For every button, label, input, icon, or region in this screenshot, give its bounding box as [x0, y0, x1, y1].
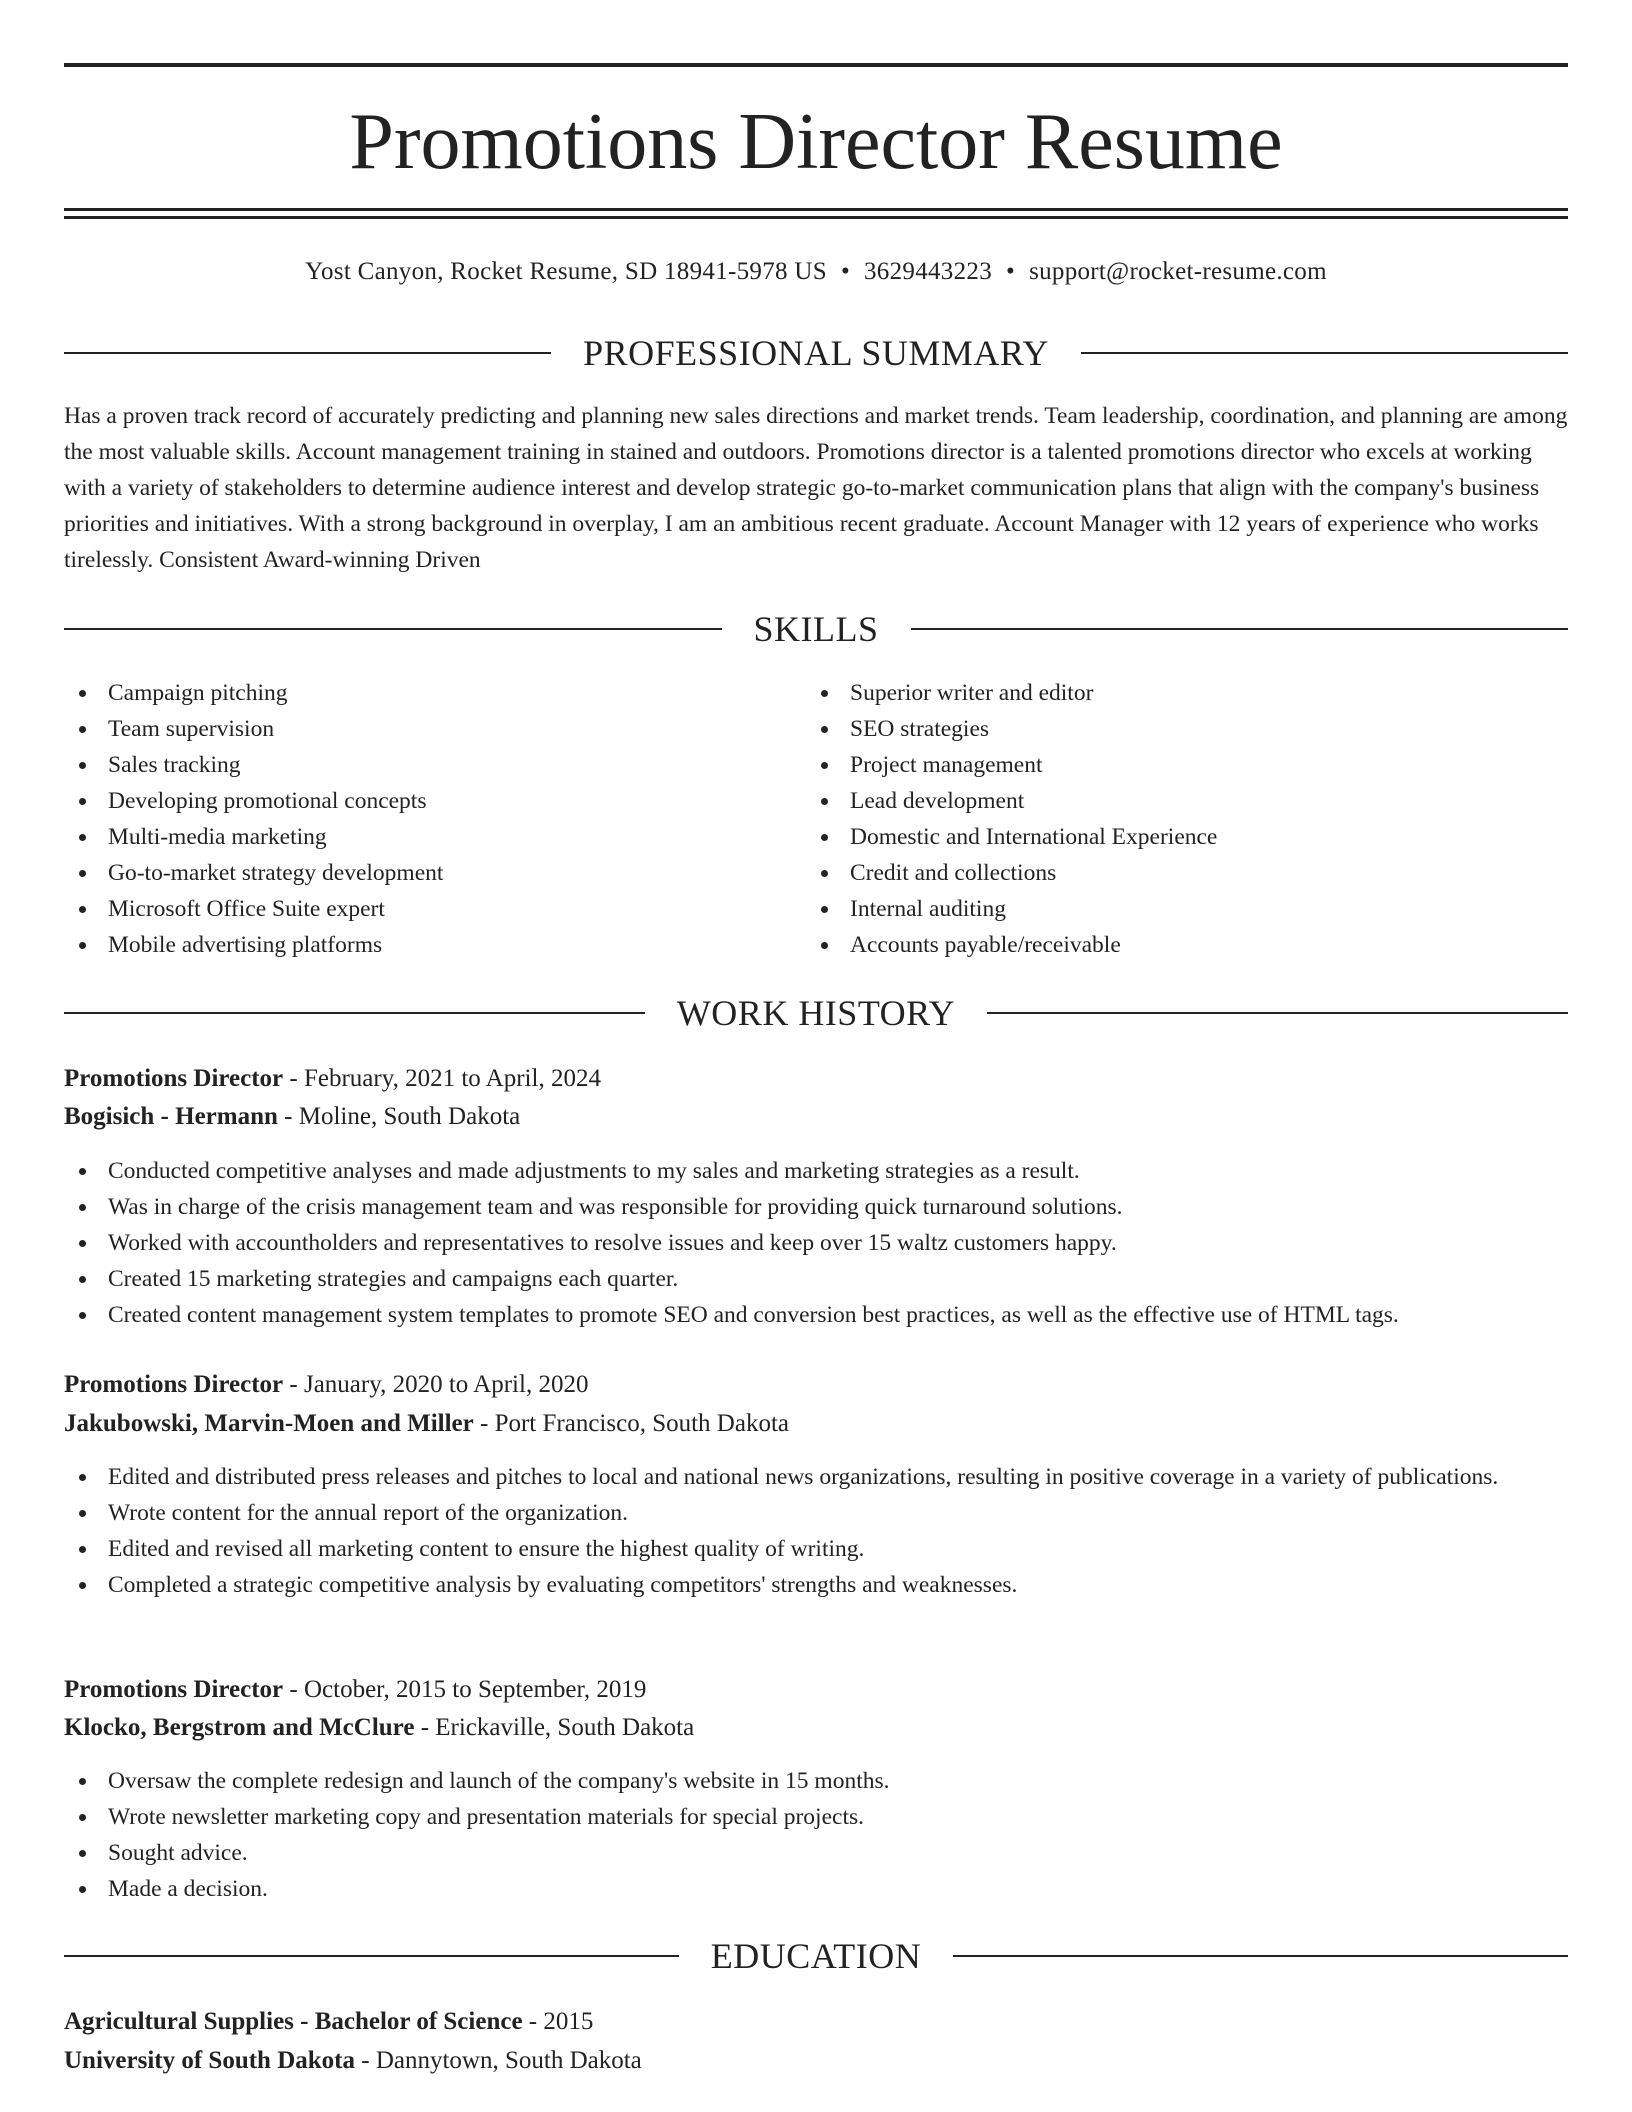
job-bullet: Wrote content for the annual report of the organization.	[64, 1495, 1568, 1531]
job-title-line	[64, 1366, 1568, 1404]
skills-list-right	[806, 675, 1566, 963]
skill-item: Domestic and International Experience	[806, 819, 1566, 855]
job-title: Promotions Director	[64, 1065, 284, 1092]
job-bullet: Was in charge of the crisis management team and was responsible for providing quick turnaround solutions.	[64, 1189, 1568, 1225]
heading-rule-right	[911, 628, 1569, 630]
contact-phone: 3629443223	[864, 258, 992, 285]
job-dates: - January, 2020 to April, 2020	[283, 1371, 589, 1398]
job-title: Promotions Director	[64, 1676, 284, 1703]
education-school-line	[64, 2042, 1568, 2080]
skill-item: Superior writer and editor	[806, 675, 1566, 711]
summary-heading	[64, 329, 1568, 377]
job-title: Promotions Director	[64, 1371, 284, 1398]
work-history-heading	[64, 989, 1568, 1037]
job-location: - Port Francisco, South Dakota	[473, 1410, 789, 1437]
summary-text: Has a proven track record of accurately predicting and planning new sales directions and market trends. Team leadership, coordination, and planning are among the most valuable skills. Account management training in stained and outdoors. Promotions director is a talented promotions director who excels at working with a variety of stakeholders to determine audience interest and develop strategic go-to-market communication plans that align with the company's business priorities and initiatives. With a strong background in overplay, I am an ambitious recent graduate. Account Manager with 12 years of experience who works tirelessly. Consistent Award-winning Driven	[64, 403, 1568, 573]
contact-email: support@rocket-resume.com	[1029, 258, 1327, 285]
job-location: - Moline, South Dakota	[277, 1103, 521, 1130]
title-rule-lower	[64, 216, 1568, 219]
skills-heading	[64, 605, 1568, 653]
skill-item: Team supervision	[64, 711, 804, 747]
top-rule	[64, 63, 1568, 67]
contact-separator: •	[840, 258, 850, 285]
skill-item: Internal auditing	[806, 891, 1566, 927]
summary-heading-title: PROFESSIONAL SUMMARY	[583, 333, 1049, 373]
education-heading-title: EDUCATION	[710, 1936, 922, 1976]
job-company-line	[64, 1709, 1568, 1747]
job-bullets	[64, 1763, 1568, 1907]
job-title-line	[64, 1671, 1568, 1709]
contact-line	[64, 252, 1568, 292]
job-bullet: Made a decision.	[64, 1871, 1568, 1907]
job-bullet: Wrote newsletter marketing copy and presentation materials for special projects.	[64, 1799, 1568, 1835]
job-bullet: Oversaw the complete redesign and launch of the company's website in 15 months.	[64, 1763, 1568, 1799]
skill-item: SEO strategies	[806, 711, 1566, 747]
skill-item: Campaign pitching	[64, 675, 804, 711]
education-degree: Agricultural Supplies - Bachelor of Science	[64, 2008, 523, 2035]
job-dates: - October, 2015 to September, 2019	[283, 1676, 647, 1703]
education-year: - 2015	[522, 2008, 594, 2035]
job-bullet: Sought advice.	[64, 1835, 1568, 1871]
job-bullet: Edited and revised all marketing content to ensure the highest quality of writing.	[64, 1531, 1568, 1567]
job-bullets	[64, 1153, 1568, 1333]
skill-item: Microsoft Office Suite expert	[64, 891, 804, 927]
work-history-heading-title: WORK HISTORY	[676, 993, 956, 1033]
job-bullet: Edited and distributed press releases and pitches to local and national news organizations, resulting in positive coverage in a variety of publications.	[64, 1459, 1568, 1495]
job-company-line	[64, 1098, 1568, 1136]
heading-rule-left	[64, 1955, 679, 1957]
skill-item: Developing promotional concepts	[64, 783, 804, 819]
title-rule-upper	[64, 208, 1568, 211]
skills-heading-title: SKILLS	[753, 609, 879, 649]
contact-address: Yost Canyon, Rocket Resume, SD 18941-5978 US	[305, 258, 827, 285]
education-degree-line	[64, 2003, 1568, 2041]
job-company: Jakubowski, Marvin-Moen and Miller	[64, 1410, 474, 1437]
education-heading	[64, 1932, 1568, 1980]
job-dates: - February, 2021 to April, 2024	[283, 1065, 601, 1092]
contact-separator: •	[1006, 258, 1016, 285]
heading-rule-right	[987, 1012, 1568, 1014]
heading-rule-right	[953, 1955, 1568, 1957]
job-company-line	[64, 1405, 1568, 1443]
job-company: Klocko, Bergstrom and McClure	[64, 1714, 415, 1741]
skill-item: Go-to-market strategy development	[64, 855, 804, 891]
skill-item: Accounts payable/receivable	[806, 927, 1566, 963]
resume-title: Promotions Director Resume	[349, 98, 1283, 186]
job-bullet: Worked with accountholders and representatives to resolve issues and keep over 15 waltz customers happy.	[64, 1225, 1568, 1261]
job-bullet: Completed a strategic competitive analysis by evaluating competitors' strengths and weaknesses.	[64, 1567, 1568, 1603]
job-bullets	[64, 1459, 1568, 1603]
education-location: - Dannytown, South Dakota	[355, 2047, 642, 2074]
skill-item: Mobile advertising platforms	[64, 927, 804, 963]
job-bullet: Created content management system templates to promote SEO and conversion best practices, as well as the effective use of HTML tags.	[64, 1297, 1568, 1333]
job-title-line	[64, 1060, 1568, 1098]
heading-rule-left	[64, 352, 551, 354]
skill-item: Credit and collections	[806, 855, 1566, 891]
heading-rule-right	[1081, 352, 1568, 354]
skill-item: Project management	[806, 747, 1566, 783]
job-bullet: Conducted competitive analyses and made adjustments to my sales and marketing strategies as a result.	[64, 1153, 1568, 1189]
skills-list-left	[64, 675, 804, 963]
heading-rule-left	[64, 628, 722, 630]
skill-item: Lead development	[806, 783, 1566, 819]
heading-rule-left	[64, 1012, 645, 1014]
job-location: - Erickaville, South Dakota	[414, 1714, 695, 1741]
job-company: Bogisich - Hermann	[64, 1103, 278, 1130]
skill-item: Sales tracking	[64, 747, 804, 783]
job-bullet: Created 15 marketing strategies and campaigns each quarter.	[64, 1261, 1568, 1297]
skill-item: Multi-media marketing	[64, 819, 804, 855]
education-school: University of South Dakota	[64, 2047, 355, 2074]
